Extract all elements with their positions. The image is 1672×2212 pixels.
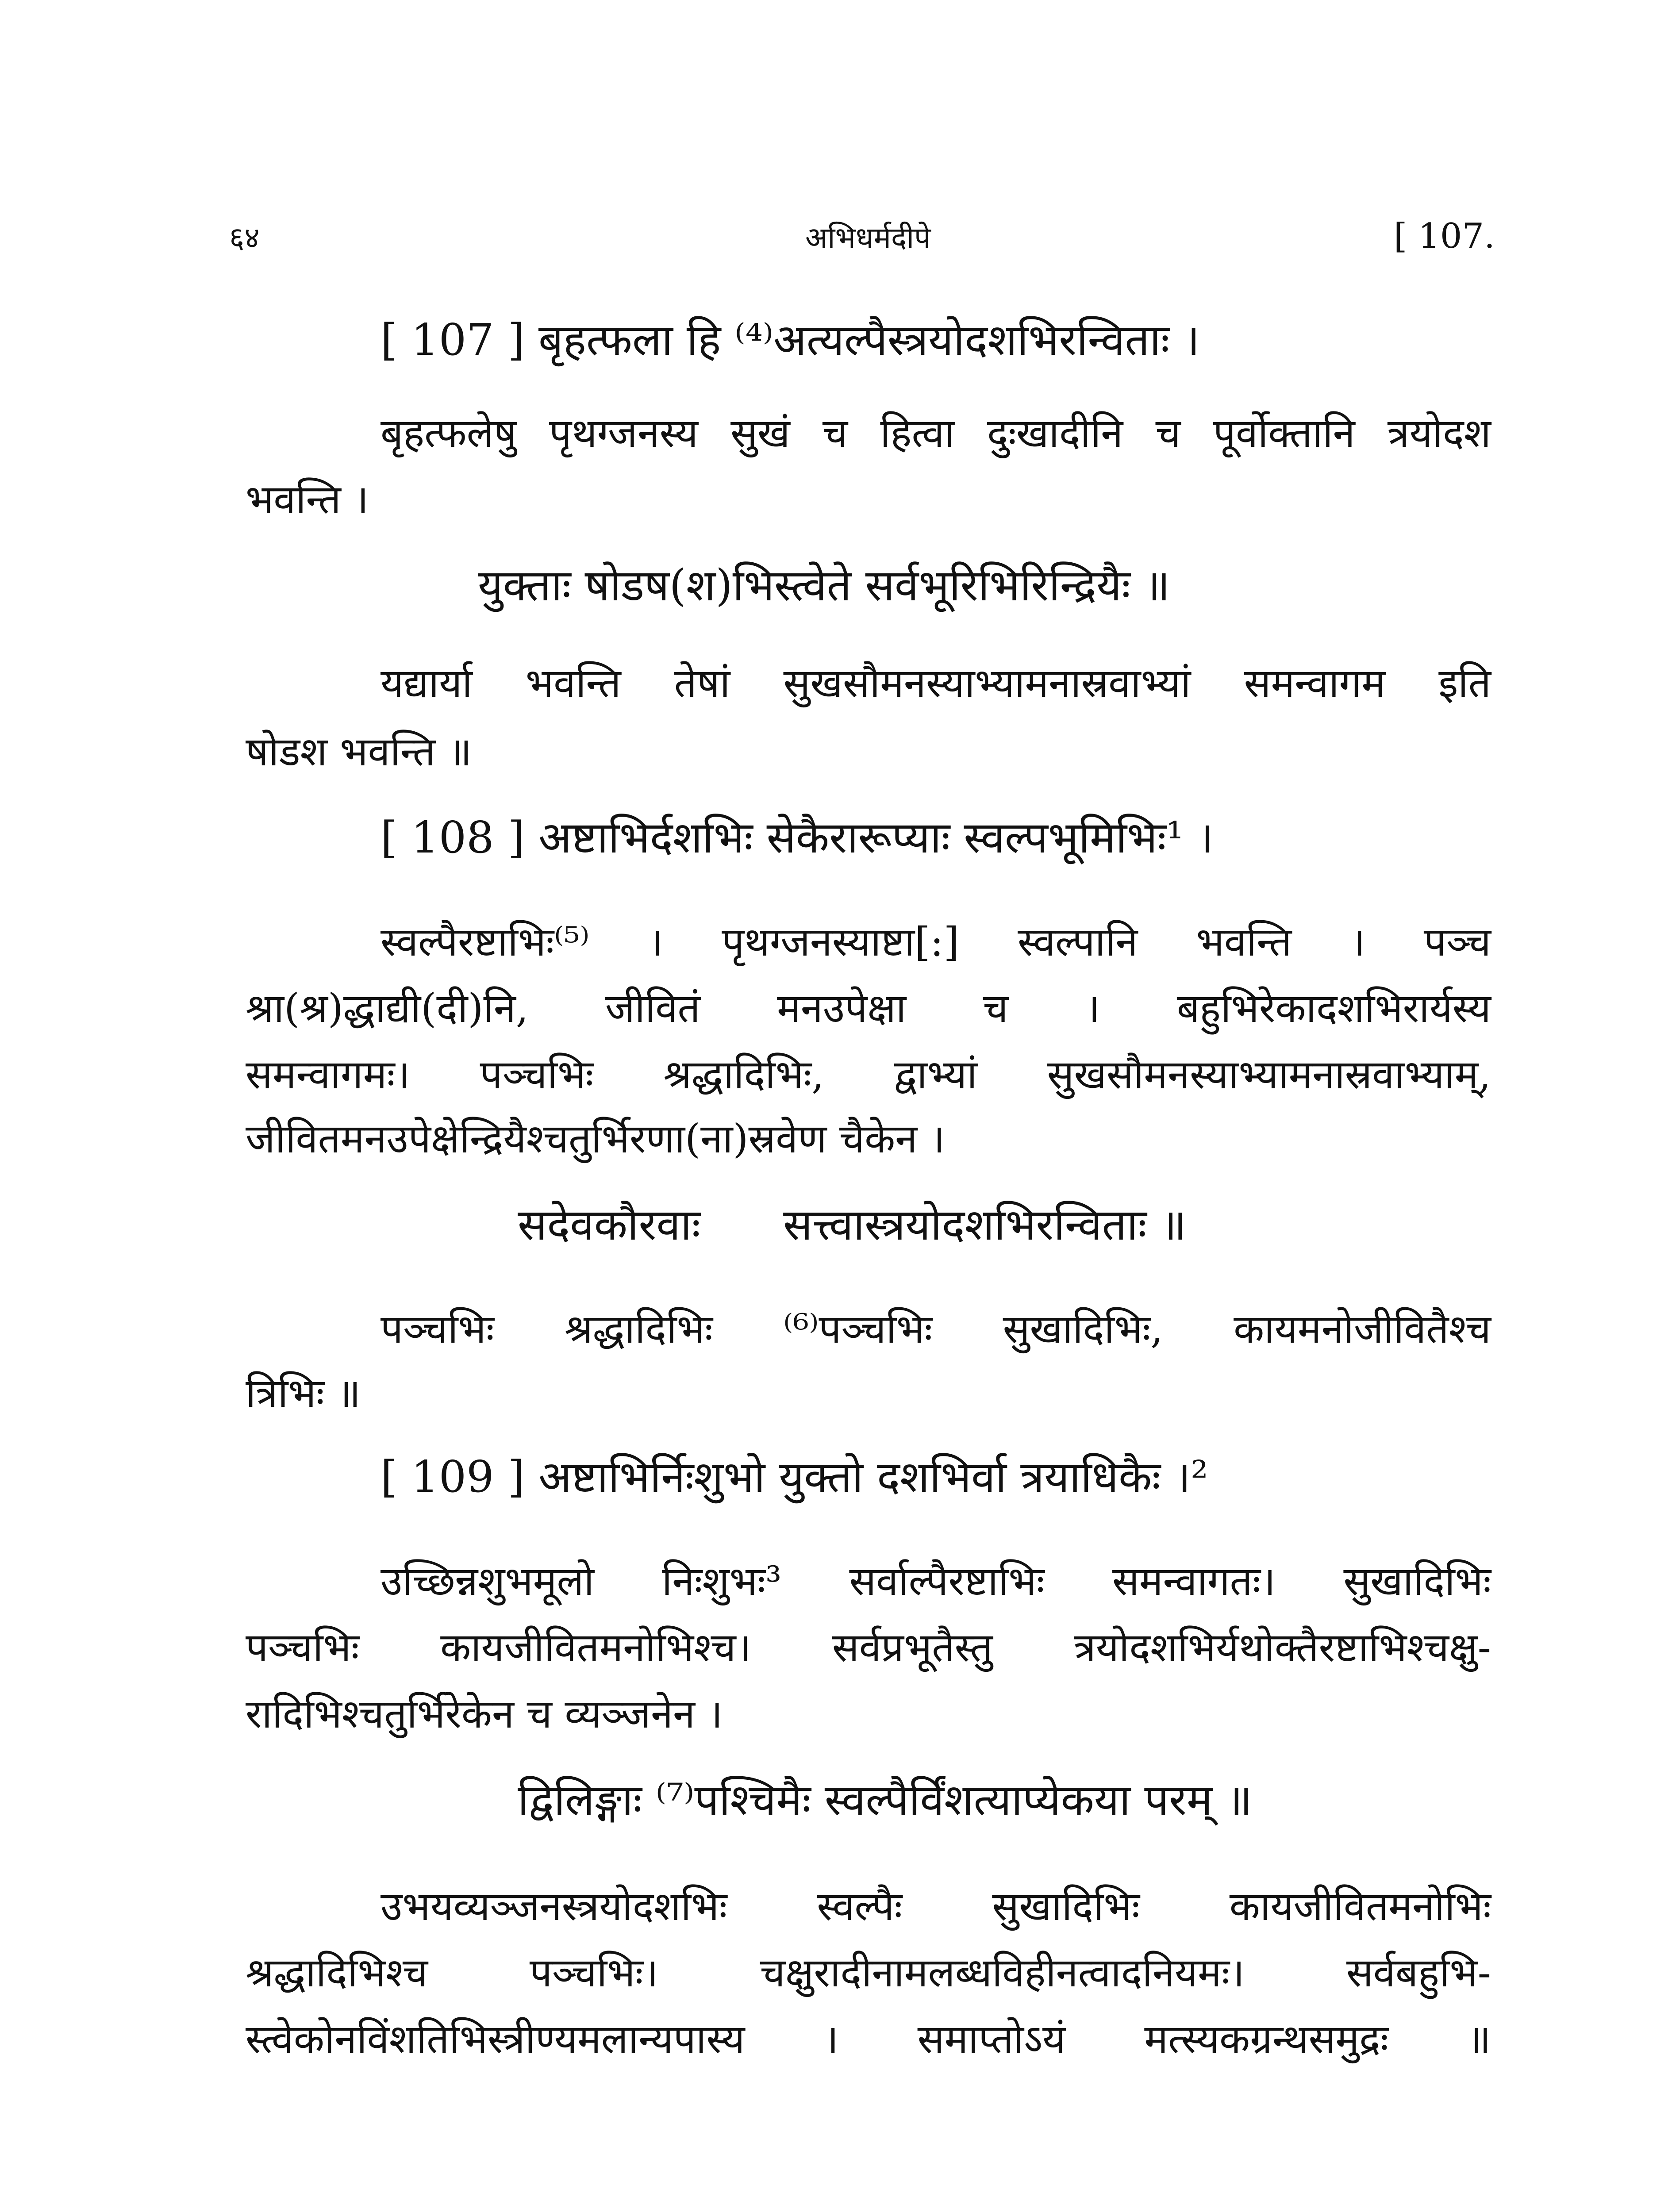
commentary-line: श्रद्धादिभिश्च पञ्चभिः। चक्षुरादीनामलब्धविहीनत्वादनियमः। सर्वबहुभि- <box>246 1950 1491 1996</box>
verse-108b: सदेवकौरवाः सत्त्वास्त्रयोदशभिरन्विताः ॥ <box>518 1200 1187 1250</box>
verse-109b: द्विलिङ्गाः ⁽⁷⁾पश्चिमैः स्वल्पैर्विंशत्याप्येकया परम् ॥ <box>518 1775 1253 1825</box>
section-marker: [ 107. <box>1394 216 1495 256</box>
commentary-line: त्रिभिः ॥ <box>246 1370 361 1417</box>
commentary-line: षोडश भवन्ति ॥ <box>246 729 472 775</box>
commentary-line: जीवितमनउपेक्षेन्द्रियैश्चतुर्भिरणा(ना)स्रवेण चैकेन । <box>246 1116 945 1162</box>
commentary-line: पञ्चभिः श्रद्धादिभिः ⁽⁶⁾पञ्चभिः सुखादिभिः, कायमनोजीवितैश्च <box>381 1306 1491 1352</box>
commentary-line: श्रा(श्र)द्धाद्यी(दी)नि, जीवितं मनउपेक्षा च । बहुभिरेकादशभिरार्यस्य <box>246 985 1491 1032</box>
verse-109a: [ 109 ] अष्टाभिर्निःशुभो युक्तो दशभिर्वा त्रयाधिकैः ।² <box>381 1452 1208 1502</box>
commentary-line: यद्यार्या भवन्ति तेषां सुखसौमनस्याभ्यामनास्रवाभ्यां समन्वागम इति <box>381 660 1491 707</box>
commentary-line: उभयव्यञ्जनस्त्रयोदशभिः स्वल्पैः सुखादिभिः कायजीवितमनोभिः <box>381 1883 1491 1930</box>
commentary-line: स्त्वेकोनविंशतिभिस्त्रीण्यमलान्यपास्य । समाप्तोऽयं मत्स्यकग्रन्थसमुद्रः ॥ <box>246 2016 1491 2062</box>
running-title: अभिधर्मदीपे <box>805 221 931 255</box>
verse-107a: [ 107 ] बृहत्फला हि ⁽⁴⁾अत्यल्पैस्त्रयोदशभिरन्विताः । <box>381 315 1200 365</box>
verse-107b: युक्ताः षोडष(श)भिस्त्वेते सर्वभूरिभिरिन्द्रियैः ॥ <box>478 561 1170 611</box>
commentary-line: भवन्ति । <box>246 476 369 523</box>
commentary-line: बृहत्फलेषु पृथग्जनस्य सुखं च हित्वा दुःखादीनि च पूर्वोक्तानि त्रयोदश <box>381 410 1491 457</box>
commentary-line: उच्छिन्नशुभमूलो निःशुभः³ सर्वाल्पैरष्टाभिः समन्वागतः। सुखादिभिः <box>381 1558 1491 1605</box>
commentary-line: पञ्चभिः कायजीवितमनोभिश्च। सर्वप्रभूतैस्तु त्रयोदशभिर्यथोक्तैरष्टाभिश्चक्षु- <box>246 1624 1491 1671</box>
commentary-line: स्वल्पैरष्टाभिः⁽⁵⁾ । पृथग्जनस्याष्टा[:] स्वल्पानि भवन्ति । पञ्च <box>381 919 1491 965</box>
commentary-line: रादिभिश्चतुर्भिरेकेन च व्यञ्जनेन । <box>246 1691 723 1737</box>
page-number: ६४ <box>229 221 260 255</box>
verse-108a: [ 108 ] अष्टाभिर्दशभिः सेकैरारूप्याः स्वल्पभूमिभिः¹ । <box>381 813 1214 863</box>
commentary-line: समन्वागमः। पञ्चभिः श्रद्धादिभिः, द्वाभ्यां सुखसौमनस्याभ्यामनास्रवाभ्याम्, <box>246 1052 1491 1098</box>
